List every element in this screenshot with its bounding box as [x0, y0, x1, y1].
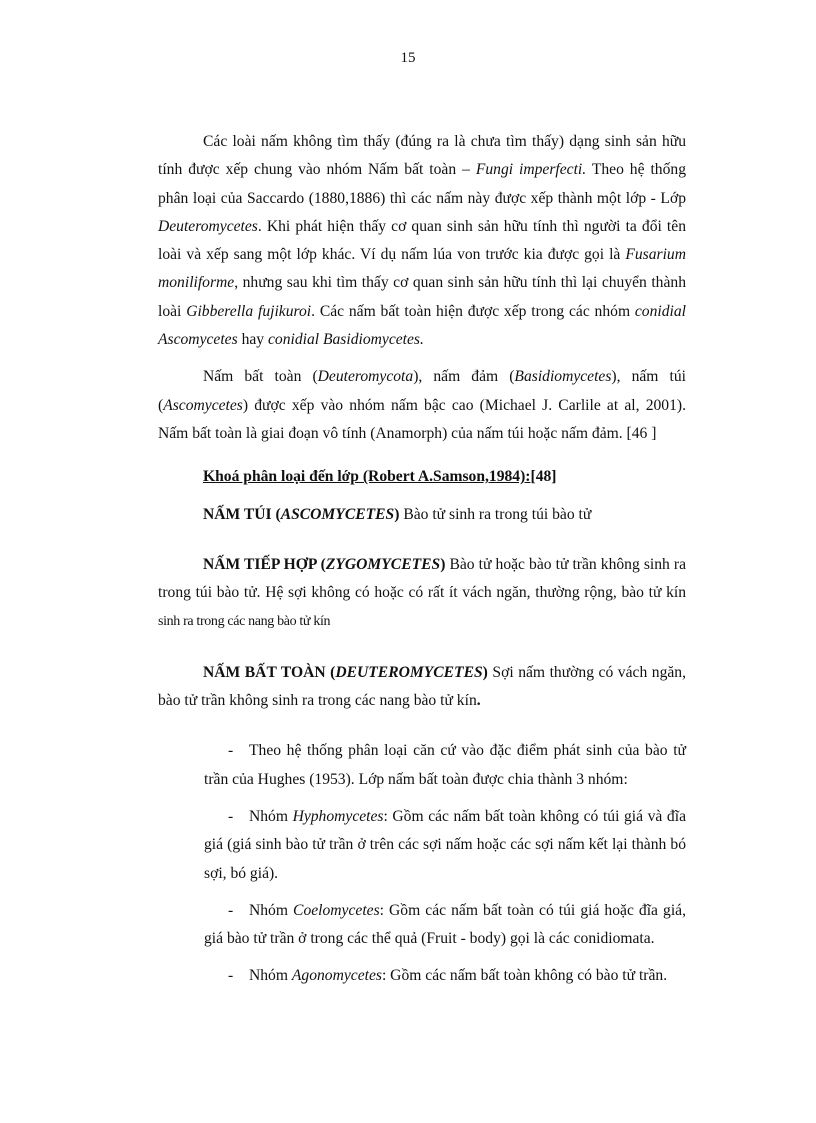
class-name-close: ) — [440, 555, 446, 573]
list-dash: - — [228, 967, 234, 985]
text-run: : Gồm các nấm bất toàn không có bào tử trần. — [381, 967, 668, 985]
list-item-text: Theo hệ thống phân loại căn cứ vào đặc điểm phát sinh của bào tử trần của Hughes (1953). Lớp nấm bất toàn được chia thành 3 nhóm: — [204, 742, 686, 788]
class-latin-name: DEUTEROMYCETES — [335, 663, 483, 681]
list-item-text — [204, 962, 686, 990]
text-run: Nấm bất toàn ( — [203, 368, 318, 386]
italic-term: Basidiomycetes — [514, 368, 612, 386]
italic-term: Coelomycetes — [293, 901, 380, 919]
key-heading-ref: [48] — [530, 468, 557, 486]
class-latin-name: ASCOMYCETES — [280, 505, 395, 523]
group-list — [158, 737, 686, 990]
italic-term: Fusarium moniliforme — [158, 246, 686, 292]
class-description: Sợi nấm thường có vách ngăn, bào tử trần không sinh ra trong các nang bào tử kín — [158, 663, 686, 710]
italic-term: Fungi imperfecti. — [475, 161, 587, 179]
text-run: Theo hệ thống phân loại của Saccardo (1880,1886) thì các nấm này được xếp thành một lớp - Lớp — [158, 161, 686, 207]
class-name-close: ) — [394, 505, 400, 523]
text-run: Các loài nấm không tìm thấy (đúng ra là chưa tìm thấy) dạng sinh sản hữu tính được xếp chung vào nhóm Nấm bất toàn – — [158, 133, 686, 179]
list-item-text — [204, 897, 686, 954]
list-dash: - — [228, 807, 234, 825]
class-name: NẤM TIẾP HỢP ( — [203, 555, 326, 573]
list-dash: - — [228, 901, 234, 919]
class-latin-name: ZYGOMYCETES — [325, 555, 441, 573]
key-heading-text: Khoá phân loại đến lớp (Robert A.Samson,1984): — [203, 468, 531, 486]
italic-term: Hyphomycetes — [292, 807, 384, 825]
paragraph-fungi-imperfecti — [158, 128, 686, 354]
italic-term: Ascomycetes — [163, 396, 243, 414]
italic-term: conidial Basidiomycetes. — [267, 331, 424, 349]
key-heading — [158, 463, 686, 491]
class-name-close: ) — [482, 663, 488, 681]
text-run: Nhóm — [249, 901, 294, 919]
text-run: : Gồm các nấm bất toàn có túi giá hoặc đĩa giá, giá bào tử trần ở trong các thể quả (Fruit - body) gọi là các conidiomata. — [204, 901, 686, 948]
italic-term: Agonomycetes — [291, 967, 382, 985]
italic-term: Deuteromycota — [317, 368, 414, 386]
text-run: , nhưng sau khi tìm thấy cơ quan sinh sản hữu tính thì lại chuyển thành loài — [158, 274, 686, 320]
class-deuteromycetes — [158, 659, 686, 716]
text-run: ), nấm đảm ( — [413, 368, 515, 386]
page-number: 15 — [400, 50, 416, 66]
text-run: . Khi phát hiện thấy cơ quan sinh sản hữu tính thì người ta đổi tên loài và xếp sang một lớp khác. Ví dụ nấm lúa von trước kia được gọi là — [158, 217, 686, 264]
class-description: Bào tử sinh ra trong túi bào tử — [399, 505, 592, 523]
class-name: NẤM BẤT TOÀN ( — [203, 663, 336, 681]
paragraph-higher-fungi — [158, 363, 686, 448]
text-run: Nhóm — [249, 807, 293, 825]
list-dash: - — [228, 742, 234, 760]
text-run: ) được xếp vào nhóm nấm bậc cao (Michael J. Carlile at al, 2001). Nấm bất toàn là giai đoạn vô tính (Anamorph) của nấm túi hoặc nấm đảm. [46 ] — [158, 396, 686, 442]
text-run: . Các nấm bất toàn hiện được xếp trong các nhóm — [311, 302, 635, 320]
class-zygomycetes — [158, 551, 686, 637]
document-body — [158, 128, 686, 1000]
text-run: ), nấm túi ( — [158, 368, 686, 414]
class-description-tail: sinh ra trong các nang bào tử kín — [158, 614, 331, 630]
list-item — [158, 962, 686, 990]
italic-term: conidial Ascomycetes — [158, 302, 686, 349]
class-name: NẤM TÚI ( — [203, 505, 281, 523]
text-run: hay — [237, 331, 268, 349]
class-description-end: . — [476, 692, 481, 710]
list-item — [158, 897, 686, 954]
italic-term: Deuteromycetes — [158, 217, 258, 235]
list-item — [158, 803, 686, 888]
italic-term: Gibberella fujikuroi — [186, 302, 312, 320]
text-run: : Gồm các nấm bất toàn không có túi giá và đĩa giá (giá sinh bào tử trần ở trên các sợi nấm hoặc các sợi nấm kết lại thành bó sợi, bó giá). — [204, 807, 686, 882]
list-item — [158, 737, 686, 794]
list-item-text — [204, 803, 686, 888]
class-description: Bào tử hoặc bào tử trần không sinh ra trong túi bào tử. Hệ sợi không có hoặc có rất ít vách ngăn, thường rộng, bào tử kín — [158, 555, 687, 602]
text-run: Nhóm — [249, 967, 292, 985]
class-ascomycetes — [158, 501, 686, 529]
